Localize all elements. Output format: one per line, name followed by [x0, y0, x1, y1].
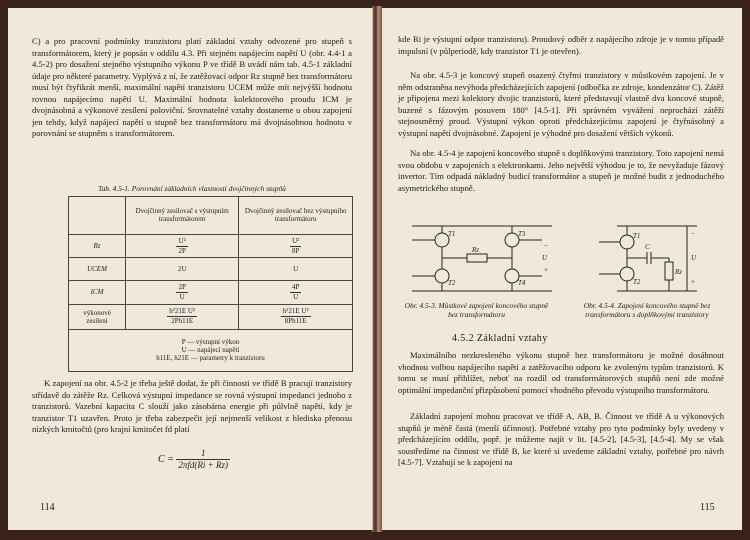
left-page [8, 8, 373, 530]
section-heading: 4.5.2 Základní vztahy [452, 333, 548, 344]
fraction [281, 307, 311, 326]
table-row [69, 304, 353, 329]
label-plus: + [691, 278, 695, 286]
label-rz: Rz [472, 246, 479, 254]
figure-4-5-3-caption: Obr. 4.5-3. Můstkové zapojení koncového stupně bez transformátoru [404, 301, 549, 319]
numerator: U² [176, 237, 187, 247]
paragraph-2: Na obr. 4.5-3 je koncový stupeň osazený čtyřmi tranzistory v můstkovém zapojení. Je v něm odstraněna nevýhoda předcházejících zapojení (odbočka ze zdroje, kondenzátor C). Zátěž je připojena mezi kolektory dvojic tranzistorů, které představují vlastně dva koncové stupně, buzené s fázovým posuvem 180° [4.5-1]. Při správném vyvážení neprochází zátěží stejnosměrný proud. Výstupní výkon oproti předcházejícímu zapojení je čtyřnásobný a výstupní napětí dvojnásobné. Zapojení je výhodné pro dosažení větších výkonů. [398, 70, 724, 138]
book-spine [372, 6, 382, 532]
transistor-t2 [620, 267, 634, 281]
capacitance-formula [158, 448, 230, 471]
table-legend [69, 329, 353, 371]
numerator: h²21E U² [282, 307, 309, 316]
table-caption: Tab. 4.5-1. Porovnání základních vlastností dvojčinných stupňů [98, 184, 286, 193]
row-label: Rz [69, 234, 126, 257]
row-label: UCEM [69, 258, 126, 281]
page-number-left: 114 [40, 502, 55, 513]
row-label: ICM [69, 281, 126, 304]
row-label: výkonové zesílení [69, 304, 126, 329]
load-resistor [467, 254, 487, 262]
fraction [290, 283, 301, 302]
fraction [176, 283, 187, 302]
label-t1: T1 [633, 232, 641, 240]
right-page [382, 8, 742, 530]
fraction [290, 237, 301, 256]
paragraph-3: Na obr. 4.5-4 je zapojení koncového stupně s doplňkovými tranzistory. Toto zapojení nemá svou obdobu v zapojeních s elektronkami. Jeho největší výhodou je to, že nevyžaduje fázový invertor. Tím odpadá nákladný budicí transformátor a stupeň je možné budit z jednoduchého asymetrického stupně. [398, 148, 724, 193]
denominator: 8Ph11E [284, 317, 307, 326]
label-minus: − [544, 242, 548, 250]
paragraph-1: kde Ri je výstupní odpor tranzistoru). Proudový odběr z napájecího zdroje je v tomto případě impulsní (v půlperiodě, kdy tranzistor T1 je otevřen). [398, 34, 724, 56]
table-row [69, 234, 353, 257]
numerator: U² [290, 237, 301, 247]
figure-4-5-4-caption: Obr. 4.5-4. Zapojení koncového stupně bez transformátoru s doplňkovými tranzistory [583, 301, 711, 319]
label-t2: T2 [448, 279, 456, 287]
legend-line: U — napájecí napětí [181, 346, 240, 355]
numerator: 2P [178, 282, 186, 291]
legend-line: h11E, h21E — parametry k tranzistoru [156, 354, 265, 363]
label-rz: Rz [675, 268, 682, 276]
formula-fraction [176, 448, 230, 471]
denominator: 2P [178, 246, 186, 255]
label-t4: T4 [518, 279, 526, 287]
transistor-t2 [435, 269, 449, 283]
fraction [176, 237, 187, 256]
paragraph-4: Maximálního nezkresleného výkonu stupně bez transformátoru je možné dosáhnout vhodnou volbou napájecího napětí a zatěžovacího odporu ke zvoleným typům tranzistorů. K tomu se musí přihlížet, neboť na rozdíl od transformátorových stupňů není zde možné optimální impedanční přizpůsobení pomocí vhodného převodu výstupního transformátoru. [398, 350, 724, 395]
bridge-circuit-diagram [402, 216, 552, 296]
numerator: h²21E U² [169, 307, 196, 316]
after-table-paragraph: K zapojení na obr. 4.5-2 je třeba ještě dodat, že při činnosti ve třídě B pracují tranzistory střídavě do zátěže Rz. Celková výstupní impedance se rovná výstupní impedanci jednoho z tranzistorů. Vazební kapacita C slouží jako zásobárna energie při půlvlně napětí, kdy je tranzistor T1 uzavřen. Proto je třeba zabezpečit její nejmenší velikost z hlediska přenosu nízkých kmitočtů (pro krajní kmitočet fd platí [32, 378, 352, 434]
transistor-t1 [620, 235, 634, 249]
transistor-t3 [505, 233, 519, 247]
legend-line: P — výstupní výkon [181, 338, 240, 347]
formula-lhs: C = [158, 453, 174, 465]
cell-value: 2U [126, 258, 239, 281]
intro-paragraph: C) a pro pracovní podmínky tranzistoru platí základní vztahy odvozené pro stupeň s transformátorem, který je popsán v oddílu 4.3. Při stejném napájecím napětí U (obr. 4.4-1 a 4.5-2) pro dosažení stejného výstupního výkonu P ve třídě B uvádí nám tab. 4.5-1 základní údaje pro některé parametry. Vyplývá z ní, že zatěžovací odpor Rz stupně bez transformátoru musí být čtyřikrát menší, maximální napětí tranzistoru UCEM může mít nejvýšší hodnotu rovnou napájecímu napětí U. Maximální hodnota kolektorového proudu ICM je dvojnásobná a výkonové zesílení poloviční. Srovnatelné vztahy dostaneme u obou zapojení jen tehdy, když napájecí napětí u stupně bez transformátoru má dvojnásobnou hodnotu v porovnání se stupněm s transformátorem. [32, 36, 352, 138]
label-u: U [691, 254, 697, 262]
table-row [69, 281, 353, 304]
label-c: C [645, 243, 650, 251]
load-resistor [665, 262, 673, 280]
transistor-t1 [435, 233, 449, 247]
label-minus: − [691, 230, 695, 238]
table-header-with-transformer: Dvojčinný zesilovač s výstupním transformátorem [126, 197, 239, 235]
numerator: 4P [291, 282, 300, 291]
table-row [69, 258, 353, 281]
cell-value: U [239, 258, 353, 281]
label-plus: + [544, 266, 548, 274]
label-t1: T1 [448, 230, 456, 238]
denominator: 8P [291, 246, 300, 255]
fraction [167, 307, 197, 326]
comparison-table [68, 196, 353, 372]
formula-numerator: 1 [176, 448, 230, 460]
complementary-circuit-diagram [597, 216, 717, 296]
transistor-t4 [505, 269, 519, 283]
label-t3: T3 [518, 230, 526, 238]
label-t2: T2 [633, 278, 641, 286]
table-header-without-transformer: Dvojčinný zesilovač bez výstupního transformátoru [239, 197, 353, 235]
paragraph-5: Základní zapojení mohou pracovat ve třídě A, AB, B. Činnost ve třídě A u výkonových stupňů je méně častá (menší účinnost). Potřebné vztahy pro tyto podmínky byly uvedeny v předcházejícím oddílu, popř. je můžeme najít v lit. [4.5-2], [4.5-3], [4.5-4]. My se však soustředíme na činnost ve třídě B, ke které si uvedeme základní vztahy, potřebné pro návrh [4.5-7]. Vztahují se k zapojení na [398, 411, 724, 467]
denominator: U [293, 292, 299, 301]
label-u: U [542, 254, 548, 262]
denominator: U [179, 292, 185, 301]
formula-denominator: 2πfd(Ri + Rz) [178, 460, 228, 470]
denominator: 2Ph11E [171, 317, 194, 326]
page-number-right: 115 [700, 502, 715, 513]
